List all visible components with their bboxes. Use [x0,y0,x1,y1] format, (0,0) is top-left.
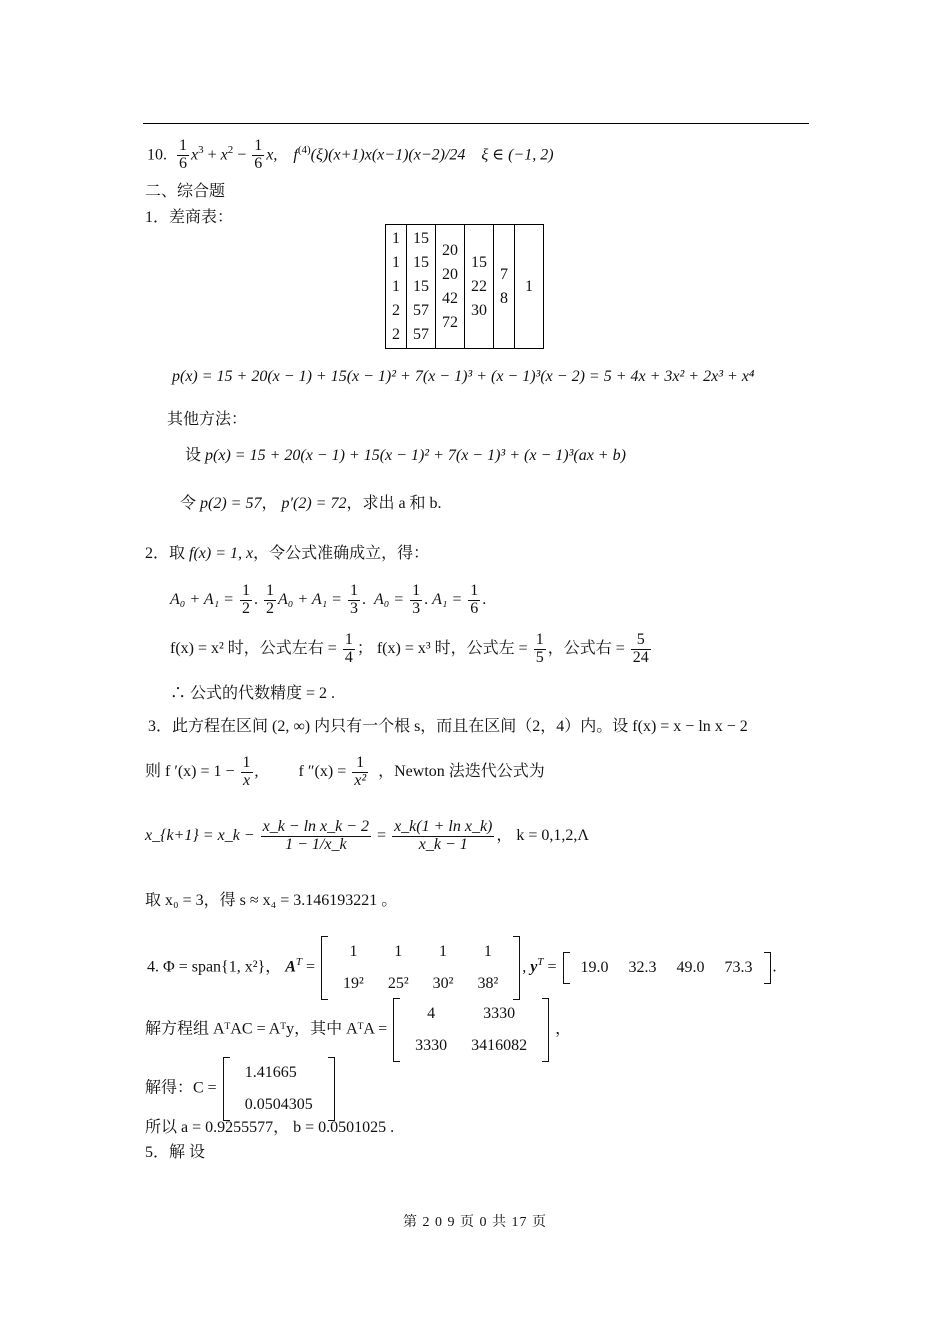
dd-col-f: 15 15 15 57 57 [407,225,436,349]
q4-setup: 4. Φ = span{1, x²}， $A^T$ = 1 1 1 1 19² 25² 30² 38² , $y^T = 19.0$ 32.3 49.0 73.3 . [147,930,777,994]
solution-C: 解得：C = 1.41665 0.0504305 [145,1057,337,1117]
q1-label: 1．差商表： [145,209,234,226]
newton-polynomial: p(x) = 15 + 20(x − 1) + 15(x − 1)² + 7(x − 1)³ + (x − 1)³(x − 2) = 5 + 4x + 3x² + 2x³ + x⁴ [172,368,755,385]
xi-interval: ξ ∈ (−1, 2) [481,146,554,164]
header-rule [143,123,809,124]
other-method-formula: 设 p(x) = 15 + 20(x − 1) + 15(x − 1)² + 7(x − 1)³ + (x − 1)³(ax + b) [185,447,626,464]
AT-matrix: 1 1 1 1 19² 25² 30² 38² [319,936,522,1000]
dd-col-4: 1 [515,225,544,349]
q2-precision-check: f(x) = x² 时，公式左右 = $\frac{1}{4}$ ； f(x) = x³ 时，公式左 = $\frac{1}{5}$ ，公式右 = $\frac{5}{24}$ [170,631,649,666]
normal-equations: 解方程组 AᵀAC = Aᵀy，其中 AᵀA = 4 3330 3330 3416082 ， [145,998,571,1058]
error-func: f [293,146,298,164]
q2-intro: 2．取 f(x) = 1, x，令公式准确成立，得： [145,545,430,562]
other-method-conditions: 令 p(2) = 57， p′(2) = 72，求出 a 和 b. [180,495,442,512]
error-order: (4) [297,144,311,156]
item-10-number: 10. [147,146,167,164]
q5-label: 5．解 设 [145,1144,206,1161]
error-term: (ξ)(x+1)x(x−1)(x−2)/24 [310,146,466,164]
section-title: 二、综合题 [145,183,226,200]
y-vector: 19.0 32.3 49.0 73.3 [561,952,773,984]
q3-result: 取 x₀ = 3，得 s ≈ x₄ = 3.146193221 。 [145,892,398,909]
q3-derivatives: 则 f ′(x) = 1 − $\frac{1}{x}$ , f ″(x) = $\frac{1}{\text{x²}}$ ，Newton 法迭代公式为 [145,754,545,789]
poly-tail: x [266,146,274,164]
item-10: 10. $\frac{1}{6}$ $x^3 + x^2$ − $\frac{1}{6}$ x, $f^{(4)}(\xi)(x+1)x(x-1)(x-2)/24$ ξ ∈ (−1, 2) [147,137,554,173]
dd-col-x: 1 1 1 2 2 [386,225,407,349]
fraction-one-sixth: $\frac{1}{6}$ [179,137,187,173]
other-method-label: 其他方法： [167,411,248,428]
q3-intro: 3．此方程在区间 (2, ∞) 内只有一个根 s，而且在区间（2，4）内。设 f(x) = x − ln x − 2 [148,718,748,735]
dd-col-1: 20 20 42 72 [436,225,465,349]
divided-difference-table [385,224,544,349]
newton-iteration: x_{k+1} = x_k − $\frac{\text{x\_k − ln x\_k − 2}}{1 - 1/x\_k}$ = $\frac{\text{x\_k(1 + ln x\_k)}}{x\_k - 1}$ ， k = 0,1,2,Λ [145,818,590,853]
fraction-one-sixth-b: $\frac{1}{6}$ [254,137,263,173]
page-footer: 第 2 0 9 页 0 共 17 页 [403,1215,547,1230]
C-vector: 1.41665 0.0504305 [221,1057,337,1121]
q2-conclusion: ∴ 公式的代数精度 = 2 . [170,685,336,702]
ATA-matrix: 4 3330 3330 3416082 [391,998,551,1062]
dd-col-3: 7 8 [494,225,515,349]
q2-equations: A₀ + A₁ = $\frac{1}{2}$ . $\frac{1}{2}$ A₀ + A₁ = $\frac{1}{3}$ . A₀ = $\frac{1}{3}$ . A₁ = $\frac{1}{6}$ . [170,582,487,617]
q4-final: 所以 a = 0.9255577， b = 0.0501025 . [145,1119,395,1136]
dd-col-2: 15 22 30 [465,225,494,349]
